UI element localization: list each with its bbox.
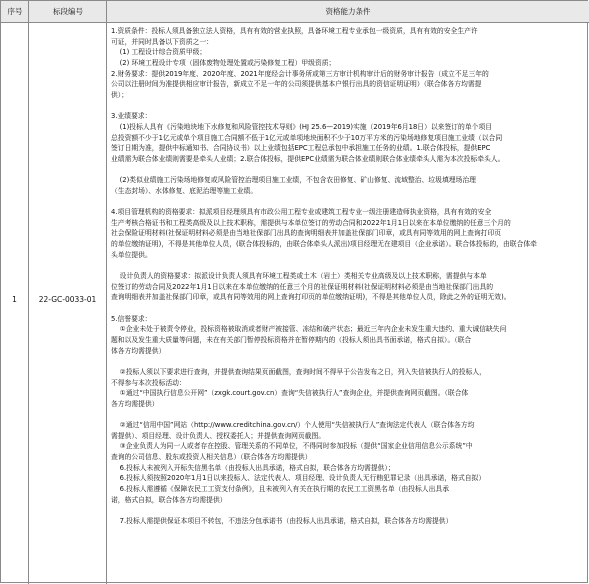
header-seq: 序号 (7, 7, 23, 16)
qualification-line: （生态封场）、水体修复、底泥治理等施工业绩。 (111, 186, 258, 195)
qualification-line: 生产考核合格证书和工程类高级及以上技术职称，需提供与本单位签订的劳动合同和2022年1月1日以来在本单位缴纳的任意三个月的 (111, 218, 511, 227)
qualification-line: ②投标人须以下要求进行查询，并提供查询结果页面截图，查询时间不得早于公告发布之日，列入失信被执行人的投标人， (111, 367, 486, 376)
qualification-line: 查询明细表并加盖社保部门印章，或具有同等效用的网上查询打印页的单位缴纳证明)，不得是其他单位人员，除此之外的证明无效)。 (111, 293, 511, 302)
qualification-line (111, 356, 585, 367)
table-header (1, 1, 589, 23)
qualification-line: (1) 工程设计综合资质甲级； (111, 48, 207, 57)
qualification-line (111, 101, 585, 112)
qualification-text (111, 26, 585, 527)
qualification-line: 查询的公司信息、股东或投资人相关信息）（联合体各方均需提供） (111, 453, 312, 462)
qualification-line: (2)类似业绩施工污染场地修复或风险管控治理项目施工业绩，不包含农田修复、矿山修复、流域整治、垃圾填埋场治理 (111, 176, 476, 185)
column-divider (28, 1, 29, 584)
column-divider (106, 1, 107, 584)
qualification-line: (1)投标人具有《污染地块地下水修复和风险管控技术导则》(HJ 25.6—2019)实施（2019年6月18日）以来签订的单个项目 (111, 122, 493, 131)
qualification-line (111, 505, 585, 516)
qualification-line: ②通过“信用中国”网站（http://www.creditchina.gov.cn/）个人使用“失信被执行人”查询法定代表人（联合体各方均 (111, 421, 475, 430)
qualification-line: 体各方均需提供） (111, 346, 166, 355)
qualification-line: 签订日期为准，提供中标通知书、合同协议书）以上业绩包括EPC工程总承包中承担施工任务的业绩。1.联合体投标，提供EPC (111, 144, 491, 153)
qualification-line: 供）； (111, 90, 128, 99)
qualification-line: 总投资额不少于1亿元或单个项目施工合同额不低于1亿元或单项地块面积不少于10万平方米的污染场地修复项目施工业绩（以合同 (111, 133, 503, 142)
qualification-line: 头单位提供。 (111, 250, 152, 259)
qualification-line: 5.信誉要求： (111, 314, 152, 323)
qualification-line: 的单位缴纳证明)，不得是其他单位人员，(联合体投标的，由联合体牵头人派出)项目经理无在建项目（企业承诺）。联合体投标的，由联合体牵 (111, 240, 537, 249)
qualification-line: 6.投标人需遵循《保障农民工工资支付条例》，且未被列入有关在执行期的农民工工资黑名单（由投标人出具承 (111, 485, 449, 494)
qualification-line: 社会保险证明材料(社保证明材料必须是由当地社保部门出具的查询明细表并加盖社保部门印章，或具有同等效用的网上查询打印页 (111, 229, 502, 238)
qualification-line: 1.资质条件：投标人须具备独立法人资格，具有有效的营业执照，具备环境工程专业承包一级资质，具有有效的安全生产许 (111, 27, 478, 35)
qualification-line: 6.投标人未被列入开标失信黑名单（由投标人出具承诺，格式自拟，联合体各方均需提供）； (111, 463, 395, 472)
qualification-line (111, 410, 585, 421)
qualification-line (111, 260, 585, 271)
qualification-line: 各方均需提供） (111, 399, 159, 408)
qualification-line: 诺，格式自拟，联合体各方均需提供） (111, 495, 227, 504)
row-code: 22-GC-0033-01 (38, 295, 97, 304)
qualification-line: 设计负责人的资格要求：拟派设计负责人须具有环境工程类或土木（岩土）类相关专业高级及以上技术职称，需提供与本单 (111, 272, 487, 281)
qualification-line: 6.投标人须按照2020年1月1日以来投标人、法定代表人、项目经理、设计负责人无行贿犯罪记录（出具承诺，格式自拟） (111, 474, 486, 483)
qualification-line: 2.财务要求：提供2019年度、2020年度、2021年度经会计事务所或第三方审计机构审计后的财务审计报告（成立不足三年的 (111, 69, 489, 78)
qualification-line (111, 303, 585, 314)
qualification-line: 可证，并同时具备以下资质之一： (111, 37, 213, 46)
qualification-line (111, 196, 585, 207)
header-code: 标段编号 (53, 7, 83, 16)
qualification-line: 题和以及发生重大质量等问题，未在有关部门暂停投标资格并在暂停期内的（投标人须出具书面承诺，格式自拟）。（联合 (111, 335, 472, 344)
qualification-line: ①通过“中国执行信息公开网”（zxgk.court.gov.cn）查询“失信被执行人”查询企业，并提供查询网页截图。（联合体 (111, 389, 469, 398)
row-seq: 1 (12, 295, 17, 304)
qualification-line: ③企业负责人为同一人或者存在控股、管理关系的不同单位，不得同时参加投标（提供“国家企业信用信息公示系统”中 (111, 442, 473, 451)
qualification-line: 3.业绩要求： (111, 112, 152, 121)
qualification-line: 公司以注册时间为准提供相应审计报告，新成立不足一年的公司须提供基本户银行出具的资信证明证明）（联合体各方均需提 (111, 80, 482, 89)
qualification-line (111, 165, 585, 176)
header-qualification: 资格能力条件 (325, 7, 371, 16)
qualification-line: 7.投标人需提供保证本项目不转包，不违法分包承诺书（由投标人出具承诺，格式自拟，联合体各方均需提供） (111, 517, 453, 526)
qualification-line: 不得参与本次投标活动： (111, 378, 186, 387)
qualification-line: 业绩需为联合体业绩则需要是牵头人业绩；2.联合体投标，提供EPC业绩需为联合体业绩则联合体业绩牵头人需为本次投标牵头人。 (111, 154, 505, 163)
qualification-line: (2) 环境工程设计专项（固体废物处理处置或污染修复工程）甲级资质； (111, 58, 336, 67)
qualification-line: 位签订的劳动合同及2022年1月1日以来在本单位缴纳的任意三个月的社保证明材料(社保证明材料必须是由当地社保部门出具的 (111, 282, 494, 291)
qualification-line: ①企业未处于被责令停业，投标资格被取消或者财产被接管、冻结和破产状态；最近三年内企业未发生重大违约、重大诚信缺失问 (111, 325, 507, 334)
qualification-line: 4.项目管理机构的资格要求：拟派项目经理须具有市政公用工程专业或建筑工程专业一级注册建造师执业资格，具有有效的安全 (111, 208, 492, 217)
qualification-line: 需提供）、项目经理、设计负责人、授权委托人；并提供查询网页截图。 (111, 431, 326, 440)
